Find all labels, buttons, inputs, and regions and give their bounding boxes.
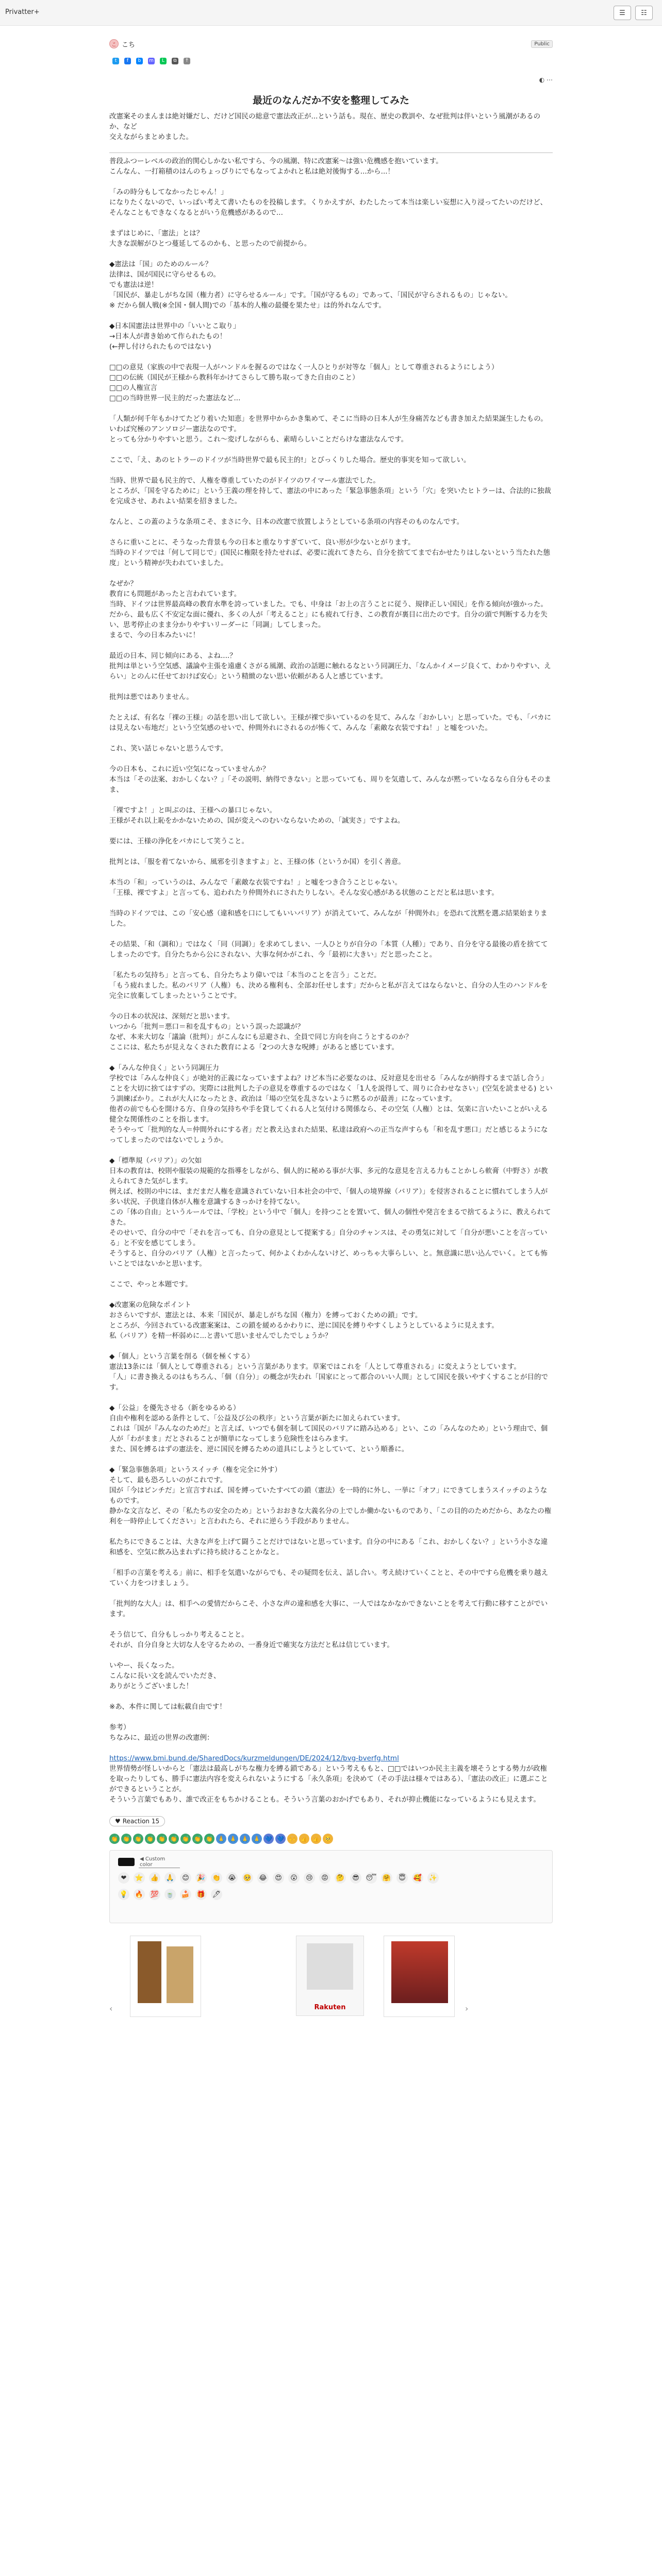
menu-button[interactable]: ☰ <box>614 6 631 20</box>
paragraph: 要には、王様の浄化をバカにして笑うこと。 <box>109 837 249 845</box>
paragraph: いやー、長くなった。 こんなに長い文を読んでいただき、 ありがとうございました！ <box>109 1662 221 1690</box>
reaction-button[interactable] <box>109 1816 165 1826</box>
paragraph: なぜか？ 教育にも問題があったと言われています。 当時、ドイツは世界最高峰の教育水準を誇っていました。でも、中身は「お上の言うことに従う、規律正しい国民」を作る傾向が強かった。 だから、最も広く不安定な面に優れ、多くの人が「考えること」にも疲れて行き、この教育が裏目に出たのです。自分の頭で判断する力を失い、思考停止のまま分かりやすいリーダーに「同調」してしまった。 まるで、今の日本みたいに！ <box>109 580 548 639</box>
share-row <box>112 58 553 65</box>
paragraph: ※あ、本件に関しては転載自由です！ <box>109 1703 226 1711</box>
product-image <box>391 1941 448 2003</box>
reaction-label: Reaction <box>122 1818 150 1825</box>
page-title: 最近のなんだか不安を整理してみた <box>252 95 409 106</box>
emoji-option[interactable]: ⭐ <box>134 1872 145 1884</box>
display-settings[interactable]: ◐ ⋯ <box>539 76 553 83</box>
mastodon-icon[interactable]: m <box>148 58 155 64</box>
emoji-option[interactable]: 🍰 <box>180 1889 191 1900</box>
paragraph: ◆「個人」という言葉を削る（個を極くする） 憲法13条には「個人として尊重される」という言葉があります。草案ではこれを「人として尊重される」に変えようとしています。 「人」に書き換えるのはもちろん、「個（自分）」の概念が失われ「国家にとって都合のいい人間」として国民を扱いやすくすることが目的です。 <box>109 1352 549 1392</box>
product-card[interactable] <box>384 1936 455 2017</box>
reaction-chip[interactable]: 👏 <box>157 1834 167 1844</box>
reaction-chip[interactable]: 💙 <box>263 1834 274 1844</box>
rakuten-ad[interactable] <box>296 1936 364 2016</box>
top-bar <box>0 0 662 26</box>
paragraph: ここで、「え、あのヒトラーのドイツが当時世界で最も民主的!」とびっくりした場合。歴史的事実を知って欲しい。 <box>109 456 471 464</box>
reaction-chip[interactable]: 👍 <box>311 1834 321 1844</box>
reaction-chip[interactable]: 🙏 <box>240 1834 250 1844</box>
paragraph: ◆改憲案の危険なポイント おさらいですが、憲法とは、本来「国民が、暴走しがちな国（権力）を縛っておくための鎖」です。 ところが、今回されている改憲案案は、この鎖を緩めるかわりに、逆に国民を縛りやすくしようとしているように見えます。 私（パリア）を精一杯弱めに...と書いて思いませんでしたでしょうか？ <box>109 1301 499 1340</box>
facebook-icon[interactable]: f <box>124 58 131 64</box>
reaction-count: 15 <box>151 1818 160 1825</box>
reaction-chip[interactable]: 👏 <box>145 1834 155 1844</box>
paragraph: まずはじめに、「憲法」とは？ 大きな誤解がひとつ蔓延してるのかも、と思ったので前提から。 <box>109 229 311 248</box>
post-body <box>109 111 553 1805</box>
paragraph: 世界情勢が怪しいからと「憲法は最高しがちな権力を縛る鎖である」という考えももと、□□ではいつか民主主義を壊そうとする勢力が政権を取ったりしても、勝手に憲法内容を変えられないようにする「永久条項」を決めて（その手法は様々ではある）、「憲法の改正」に選ぶことができるということが。 そういう言葉でもあり、誰で改正をもちかけることも。そういう言葉のおかげでもあり、それが抑止機能になっているようにも見えます。 <box>109 1765 548 1804</box>
reaction-chip[interactable]: 💙 <box>275 1834 286 1844</box>
paragraph: その結果、「和（調和）」ではなく「同（同調）」を求めてしまい、一人ひとりが自分の「本質（人種）」であり、自分を守る最後の盾を捨ててしまったのです。自分たちから公にされない、大事な何かがこれ、今「最初に大きい」だと思ったこと。 <box>109 940 548 959</box>
product-image <box>167 1946 193 2003</box>
emoji-option[interactable]: 🥺 <box>242 1872 253 1884</box>
ad-carousel <box>109 1936 553 2022</box>
reaction-chip[interactable]: 🙌 <box>287 1834 297 1844</box>
paragraph: そう信じて、自分もしっかり考えることと。 それが、自分自身と大切な人を守るための、一番身近で確実な方法だと私は信じています。 <box>109 1631 394 1649</box>
emoji-option[interactable]: 👍 <box>149 1872 160 1884</box>
emoji-option[interactable]: 👏 <box>211 1872 222 1884</box>
paragraph: 批判は悪ではありません。 <box>109 693 193 701</box>
author-name[interactable]: こち <box>122 41 136 49</box>
reference-link[interactable]: https://www.bmi.bund.de/SharedDocs/kurzmeldungen/DE/2024/12/bvg-bverfg.html <box>109 1754 399 1762</box>
emoji-option[interactable]: ✨ <box>427 1872 439 1884</box>
emoji-option[interactable]: 😇 <box>396 1872 408 1884</box>
paragraph: たとえば、有名な「裸の王様」の話を思い出して欲しい。王様が裸で歩いているのを見て、みんな「おかしい」と思っていた。でも、「バカには見えない布地だ」という空気感のせいで、仲間外れにされるのが怖くて、みんな「素敵な衣装ですね！」と嘘をついた。 <box>109 714 551 732</box>
paragraph: ◆「公益」を優先させる（新をゆるめる） 自由や権利を認める条件として、「公益及び公の秩序」という言葉が新たに加えられています。 これは「国が『みんなのためだ』と言えば、いつでも個を制して国民のバリアに踏み込める」とい、この「みんなのため」という理由で、個人が「わがまま」だとされることが簡単になってしまう危険性をはらみます。 また、国を縛るはずの憲法を、逆に国民を縛るための道具にしようとしていて、という順番に。 <box>109 1404 548 1453</box>
emoji-row <box>118 1872 544 1884</box>
custom-color-field[interactable]: ◀ Custom color <box>139 1856 180 1868</box>
reaction-chip[interactable]: 👏 <box>109 1834 120 1844</box>
emoji-option[interactable]: 😎 <box>350 1872 361 1884</box>
author-row <box>109 37 553 50</box>
app-logo[interactable]: Privatter+ <box>5 8 40 16</box>
paragraph: 当時、世界で最も民主的で、人権を尊重していたのがドイツのワイマール憲法でした。 ところが、「国を守るために」という王義の理を持して、憲法の中にあった「緊急事態条項」という「穴」を突いたヒトラーは、合法的に独裁を完成させ、あれよい結果を招きました。 <box>109 477 551 505</box>
emoji-option[interactable]: 😴 <box>366 1872 377 1884</box>
reaction-chip[interactable]: 👍 <box>299 1834 309 1844</box>
emoji-option[interactable]: 🖊 <box>211 1889 222 1900</box>
paragraph: 「相手の言葉を考える」前に、相手を気遣いながらでも、その疑問を伝え、話し合い。考え続けていくことと、その中ですら危機を乗り越えていく力をつけましょう。 <box>109 1569 549 1587</box>
emoji-option[interactable]: 😢 <box>304 1872 315 1884</box>
paragraph: 批判とは、「服を着てないから、風邪を引きますよ」と、王様の体（というか国）を引く善意。 <box>109 858 405 866</box>
reaction-chip[interactable]: 👏 <box>192 1834 203 1844</box>
product-image <box>138 1941 161 2003</box>
post-container <box>109 26 553 2022</box>
paragraph: ◆「緊急事態条項」というスイッチ（権を完全に外す） そして、最も恐ろしいのがこれです。 国が「今はピンチだ」と宣言すれば、国を縛っていたすべての鎖（憲法）を一時的に外し、一挙に「オフ」にできてしまうスイッチのようなものです。 静かな文言など、その「私たちの安全のため」というおおきな大義名分の上でしか働かないものであり、「この目的のためだから、あなたの権利を一時停止してください」と言われたら、それに逆らう手段がありません。 <box>109 1466 552 1526</box>
paragraph <box>109 1753 553 1764</box>
emoji-option[interactable]: 🎉 <box>195 1872 207 1884</box>
emoji-option[interactable]: 😍 <box>273 1872 284 1884</box>
emoji-option[interactable]: 🥰 <box>412 1872 423 1884</box>
reaction-chips <box>109 1834 553 1845</box>
emoji-option[interactable]: ❤ <box>118 1872 129 1884</box>
bluesky-icon[interactable]: b <box>136 58 143 64</box>
paragraph: 「批判的な大人」は、相手への愛情だからこそ、小さな声の違和感を大事に、一人ではなかなかできないことを考えて行動に移すことがでいます。 <box>109 1600 548 1618</box>
emoji-option[interactable]: 🍵 <box>164 1889 176 1900</box>
emoji-option[interactable]: 🤗 <box>381 1872 392 1884</box>
emoji-option[interactable]: 💡 <box>118 1889 129 1900</box>
grid-button[interactable]: ☷ <box>635 6 653 20</box>
reaction-chip[interactable]: 👏 <box>204 1834 214 1844</box>
paragraph: ◆日本国憲法は世界中の「いいとこ取り」 →日本人が書き始めて作られたもの！ (←押し付けられたものではない) <box>109 322 240 351</box>
reaction-chip[interactable]: 🙏 <box>228 1834 238 1844</box>
twitter-icon[interactable]: t <box>112 58 119 64</box>
paragraph: さらに重いことに、そうなった背景も今の日本と重なりすぎていて、良い形が少ないとがります。 当時のドイツでは「何して同じで」(国民に権限を持たせれば、必要に流れてきたら、自分を捨ててまで右かせたりはしないという当たれた態度」という精神が失われていました。 <box>109 538 551 567</box>
carousel-prev-icon[interactable]: ‹ <box>109 2004 113 2013</box>
reaction-chip[interactable]: 🙏 <box>216 1834 226 1844</box>
reaction-bar <box>109 1815 553 1827</box>
carousel-next-icon[interactable]: › <box>465 2004 469 2013</box>
paragraph: 本当の「和」っていうのは、みんなで「素敵な衣装ですね！」と嘘をつき合うことじゃない。 「王様、裸ですよ」と言っても、追われたり仲間外れにされたりしない。そんな安心感がある状態のことだと私は思います。 <box>109 878 499 897</box>
copy-link-icon[interactable]: ⧉ <box>172 58 178 64</box>
rakuten-logo: Rakuten <box>314 2004 346 2011</box>
emoji-option[interactable]: 😡 <box>319 1872 330 1884</box>
paragraph: ここで、やっと本題です。 <box>109 1280 192 1289</box>
paragraph: 「みの時分もしてなかったじゃん！」 になりたくないので、いっぱい考えて書いたものを投稿します。くりかえすが、わたしたって本当は楽しい妄想に入り浸ってたいのだけど、そんなこともできなくなるとがいう危機感があるので... <box>109 188 548 217</box>
emoji-row <box>118 1889 544 1900</box>
emoji-option[interactable]: 🙏 <box>164 1872 176 1884</box>
status-badge: Public <box>531 40 553 48</box>
reaction-chip[interactable]: 👏 <box>180 1834 191 1844</box>
emoji-option[interactable]: 🔥 <box>134 1889 145 1900</box>
divider <box>109 152 553 153</box>
paragraph: 今の日本も、これに近い空気になっていませんか？ 本当は「その法案、おかしくない？」「その説明、納得できない」と思っていても、周りを気遣して、みんなが黙っていなるなら自分もそのまま、 <box>109 765 551 794</box>
emoji-option[interactable]: 🎁 <box>195 1889 207 1900</box>
product-image <box>307 1943 353 1990</box>
reaction-chip[interactable]: 👏 <box>169 1834 179 1844</box>
custom-color-label: Custom color <box>140 1856 166 1868</box>
avatar[interactable]: こ <box>109 39 119 48</box>
paragraph: □□の意見（家族の中で表現一人がハンドルを握るのではなく一人ひとりが対等な「個人」として尊重されるようにしよう） □□の伝統（国民が王様から教科年かけてさらして勝ち取ってきた自由のこと） □□の人権宣言 □□の当時世界一民主的だった憲法など... <box>109 363 499 402</box>
reaction-chip[interactable]: 👏 <box>121 1834 131 1844</box>
emoji-option[interactable]: 💯 <box>149 1889 160 1900</box>
paragraph: ◆「みんな仲良く」という同調圧力 学校では「みんな仲良く」が絶対的正義になっていますよね？けど本当に必要なのは、反対意見を出せる「みんなが納得するまで話し合う」ことを大切に捨てはすずの。実際には批判した子の意見を尊重するのではなく「1人を説得して、周りに合わせなさい」(空気を読ませる) という訓練ばかり。これが大人になったとき、政治は「場の空気を乱さないように黙るのが最善」になっています。 他者の前でも心を開ける方、自身の気持ちや手を貸してくれる人と気付ける関係なら、その空気（人権）とは、気楽に言いたいことがいえる健全な関係性のことを指します。 そうやって「批判的な人＝仲間外れにする者」だと教え込まれた結果、私達は政府への正当な声すらも「和を乱す悪口」だと感じるようになってしまったのではないでしょうか。 <box>109 1064 553 1144</box>
paragraph: 改憲案そのまんまは絶対嫌だし、だけど国民の総意で憲法改正が...という話も。現在、歴史の教訓や、なぜ批判は伴いという風潮があるのか、など 交えながらまとめました。 <box>109 112 541 141</box>
paragraph: 「私たちの気持ち」と言っても、自分たちより偉いでは「本当のことを言う」ことだ。 「もう疲れました。私のバリア（人権）も、決める権利も、全部お任せします」だからと私が言えてはならないと、自分の人生のハンドルを完全に放棄してしまったということです。 <box>109 971 548 1000</box>
paragraph: 私たちにできることは、大きな声を上げて闘うことだけではないと思っています。自分の中にある「これ、おかしくない？」という小さな違和感を、空気に飲み込まれずに持ち続けることかなと。 <box>109 1538 548 1556</box>
color-swatch[interactable] <box>118 1858 135 1866</box>
emoji-option[interactable]: 🤔 <box>335 1872 346 1884</box>
product-card[interactable] <box>130 1936 201 2017</box>
paragraph: 「裸ですよ！」と叫ぶのは、王様への暴口じゃない。 王様がそれ以上恥をかかないための、国が変えへのむいならないための、「誠実さ」ですよね。 <box>109 806 405 825</box>
share-icon[interactable]: ↑ <box>184 58 190 64</box>
emoji-option[interactable]: 😂 <box>257 1872 269 1884</box>
heart-icon: ♥ <box>115 1818 121 1825</box>
emoji-option[interactable]: 😮 <box>288 1872 300 1884</box>
reaction-chip[interactable]: 🙏 <box>252 1834 262 1844</box>
paragraph: 今の日本の状況は、深刻だと思います。 いつから「批判＝悪口＝和を乱すもの」という誤った認識が？ なぜ、本来大切な「議論（批判）」がこんなにも忌避され、全員で同じ方向を向こうとするのか？ ここには、私たちが見えなくされた教育による「2つの大きな呪縛」があると感じています。 <box>109 1012 412 1052</box>
paragraph: 当時のドイツでは、この「安心感（違和感を口にしてもいいバリア）が消えていて、みんなが「仲間外れ」を恐れて沈黙を選ぶ結果始まりました。 <box>109 909 548 928</box>
line-icon[interactable]: L <box>160 58 167 64</box>
emoji-option[interactable]: 😊 <box>180 1872 191 1884</box>
paragraph: 普段ふつーレベルの政治的関心しかない私ですら、今の風潮、特に改憲案〜は強い危機感を抱いています。 こんなん、一打箱積のはんのちょっぴりにでもなってよかれと私は絶対後悔する...から...！ <box>109 157 443 176</box>
paragraph: 最近の日本、同じ傾向にある、よね....？ 批判は単という空気感、議論や主張を遠慮くさがる風潮、政治の話題に触れるなという同調圧力、「なんかイメージ良くて、わかりやすい、えらい」とのんに任せておけば安心」という精緻のない思い依頼がある人と感じています。 <box>109 652 551 681</box>
reaction-chip[interactable]: 🥺 <box>323 1834 333 1844</box>
paragraph: ◆憲法は「国」のためのルール？ 法律は、国が国民に守らせるもの。 でも憲法は逆！ 「国民が、暴走しがちな国（権力者）に守らせるルール」です。「国が守るもの」であって、「国民が守らされるもの」じゃない。 ※ だから個人戦(※全国・個人間)での「基本的人権の最優を果たせ」は的外れなんです。 <box>109 260 512 310</box>
paragraph: 参考） ちなみに、最近の世界の改憲例： <box>109 1723 214 1742</box>
paragraph: 「人類が何千年もかけてたどり着いた知恵」を世界中からかき集めて、そこに当時の日本人が生身痛苦なども書き加えた結果誕生したもの。 いわば究極のアンソロジー憲法なのです。 とっても分かりやすいと思う。これ～変げしながらも、素晴らしいことだらけな憲法なんです。 <box>109 415 548 444</box>
emoji-picker <box>109 1850 553 1923</box>
paragraph: これ、笑い話じゃないと思うんです。 <box>109 744 228 753</box>
paragraph: なんと、この蓋のような条項こそ、まさに今、日本の改憲で放置しようとしている条項の内容そのものなんです。 <box>109 518 464 526</box>
paragraph: ◆「標準規（バリア）」の欠如 日本の教育は、校則や服装の規範的な指導をしながら、個人的に秘める事が大事、多元的な意見を言える力もことかしら軟膏（中野さ）が教えられてきた気がします。 例えば、校則の中には、まだまだ人権を意識されていない日本社会の中で、「個人の境界線（バリア）」を侵害されることに慣れてしまう人が多い状況、子供達自体が人権を意識するきっかけを持てない。 この「体の自由」というルールでは、「学校」という中で「個人」を持つことを置いて、個人の個性や発言をまるで捨てるように、教えられてきた。 そのせいで、自分の中で「それを言っても、自分の意見として提案する」自分のチャンスは、その勇気に対して「自分が悪いことを言っている」と不安を感じてしまう。 そうすると、自分のバリア（人権）と言ったって、何かよくわかんないけど、めっちゃ大事らしい、と。無意識に思い込んでいく。とても怖いことではないかと思います。 <box>109 1157 551 1268</box>
emoji-option[interactable]: 😭 <box>226 1872 238 1884</box>
reaction-chip[interactable]: 👏 <box>133 1834 143 1844</box>
